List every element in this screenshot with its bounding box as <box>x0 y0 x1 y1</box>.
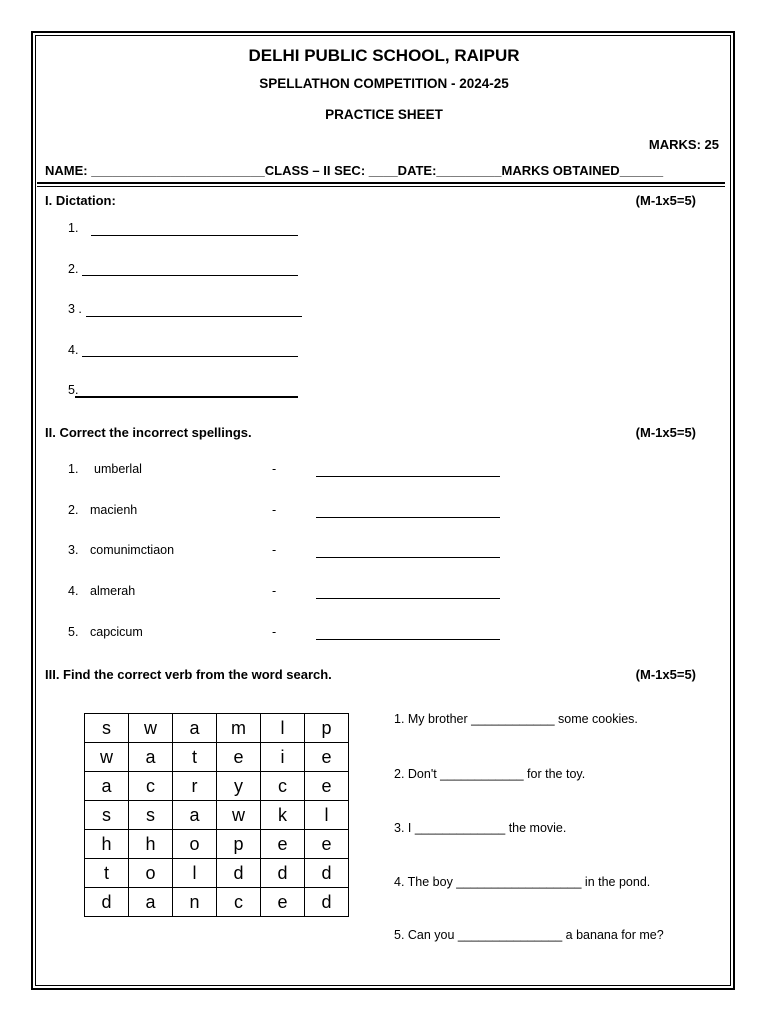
grid-cell[interactable]: e <box>261 830 305 859</box>
grid-cell[interactable]: a <box>85 772 129 801</box>
spelling-dash-5: - <box>272 625 277 639</box>
grid-cell[interactable]: r <box>173 772 217 801</box>
spelling-number-5: 5. <box>68 625 79 639</box>
spelling-answer-line-4[interactable] <box>316 598 500 599</box>
grid-row <box>85 801 349 830</box>
grid-row <box>85 772 349 801</box>
grid-cell[interactable]: y <box>217 772 261 801</box>
grid-cell[interactable]: l <box>305 801 349 830</box>
grid-row <box>85 859 349 888</box>
grid-row <box>85 830 349 859</box>
dictation-number-5: 5. <box>68 383 79 397</box>
section2-title: II. Correct the incorrect spellings. <box>45 425 252 440</box>
grid-row <box>85 714 349 743</box>
verb-question-5: 5. Can you _______________ a banana for me? <box>394 928 664 942</box>
dictation-answer-line-3[interactable] <box>86 316 302 317</box>
sheet-title: PRACTICE SHEET <box>325 107 443 122</box>
spelling-answer-line-1[interactable] <box>316 476 500 477</box>
section3-title: III. Find the correct verb from the word search. <box>45 667 332 682</box>
grid-cell[interactable]: s <box>129 801 173 830</box>
grid-cell[interactable]: d <box>305 888 349 917</box>
section2-marks: (M-1x5=5) <box>635 425 696 440</box>
spelling-word-3: comunimctiaon <box>90 543 175 557</box>
grid-cell[interactable]: m <box>217 714 261 743</box>
grid-cell[interactable]: e <box>217 743 261 772</box>
grid-cell[interactable]: l <box>261 714 305 743</box>
spelling-word-1: umberlal <box>94 462 142 476</box>
grid-cell[interactable]: s <box>85 714 129 743</box>
grid-cell[interactable]: w <box>129 714 173 743</box>
header-divider-thin <box>37 186 725 187</box>
grid-cell[interactable]: e <box>305 830 349 859</box>
grid-cell[interactable]: a <box>173 714 217 743</box>
grid-cell[interactable]: h <box>85 830 129 859</box>
grid-cell[interactable]: d <box>85 888 129 917</box>
spelling-dash-4: - <box>272 584 277 598</box>
verb-question-4: 4. The boy __________________ in the pond. <box>394 875 651 889</box>
spelling-word-2: macienh <box>90 503 138 517</box>
verb-question-1: 1. My brother ____________ some cookies. <box>394 712 638 726</box>
dictation-number-4: 4. <box>68 343 79 357</box>
section1-title: I. Dictation: <box>45 193 116 208</box>
spelling-number-2: 2. <box>68 503 79 517</box>
grid-cell[interactable]: d <box>217 859 261 888</box>
grid-cell[interactable]: e <box>305 772 349 801</box>
grid-cell[interactable]: h <box>129 830 173 859</box>
grid-row <box>85 888 349 917</box>
grid-cell[interactable]: o <box>129 859 173 888</box>
verb-question-3: 3. I _____________ the movie. <box>394 821 567 835</box>
student-info-line[interactable]: NAME: ________________________CLASS – II SEC: ____DATE:_________MARKS OBTAINED______ <box>45 163 664 178</box>
spelling-word-5: capcicum <box>90 625 143 639</box>
grid-cell[interactable]: c <box>261 772 305 801</box>
grid-cell[interactable]: w <box>85 743 129 772</box>
dictation-answer-line-4[interactable] <box>82 356 298 357</box>
total-marks: MARKS: 25 <box>648 137 719 152</box>
grid-cell[interactable]: p <box>217 830 261 859</box>
grid-cell[interactable]: a <box>173 801 217 830</box>
spelling-number-3: 3. <box>68 543 79 557</box>
spelling-dash-1: - <box>272 462 277 476</box>
grid-row <box>85 743 349 772</box>
grid-cell[interactable]: k <box>261 801 305 830</box>
dictation-answer-line-2[interactable] <box>82 275 298 276</box>
grid-cell[interactable]: t <box>173 743 217 772</box>
grid-cell[interactable]: s <box>85 801 129 830</box>
header-divider <box>37 182 725 184</box>
grid-cell[interactable]: a <box>129 743 173 772</box>
section1-marks: (M-1x5=5) <box>635 193 696 208</box>
grid-cell[interactable]: c <box>217 888 261 917</box>
dictation-answer-line-1[interactable] <box>91 235 298 236</box>
grid-cell[interactable]: i <box>261 743 305 772</box>
dictation-number-3: 3 . <box>68 302 82 316</box>
dictation-number-2: 2. <box>68 262 79 276</box>
spelling-dash-3: - <box>272 543 277 557</box>
grid-cell[interactable]: c <box>129 772 173 801</box>
spelling-answer-line-3[interactable] <box>316 557 500 558</box>
spelling-dash-2: - <box>272 503 277 517</box>
grid-cell[interactable]: e <box>261 888 305 917</box>
grid-cell[interactable]: p <box>305 714 349 743</box>
spelling-number-1: 1. <box>68 462 79 476</box>
verb-question-2: 2. Don't ____________ for the toy. <box>394 767 586 781</box>
grid-cell[interactable]: n <box>173 888 217 917</box>
grid-cell[interactable]: l <box>173 859 217 888</box>
grid-cell[interactable]: t <box>85 859 129 888</box>
school-name: DELHI PUBLIC SCHOOL, RAIPUR <box>248 46 520 65</box>
grid-cell[interactable]: o <box>173 830 217 859</box>
word-search-grid <box>84 713 349 917</box>
dictation-answer-line-5[interactable] <box>75 396 298 398</box>
grid-cell[interactable]: d <box>305 859 349 888</box>
spelling-answer-line-2[interactable] <box>316 517 500 518</box>
grid-cell[interactable]: e <box>305 743 349 772</box>
section3-marks: (M-1x5=5) <box>635 667 696 682</box>
grid-cell[interactable]: a <box>129 888 173 917</box>
grid-cell[interactable]: d <box>261 859 305 888</box>
competition-title: SPELLATHON COMPETITION - 2024-25 <box>259 76 509 91</box>
grid-cell[interactable]: w <box>217 801 261 830</box>
spelling-number-4: 4. <box>68 584 79 598</box>
spelling-word-4: almerah <box>90 584 136 598</box>
dictation-number-1: 1. <box>68 221 79 235</box>
spelling-answer-line-5[interactable] <box>316 639 500 640</box>
